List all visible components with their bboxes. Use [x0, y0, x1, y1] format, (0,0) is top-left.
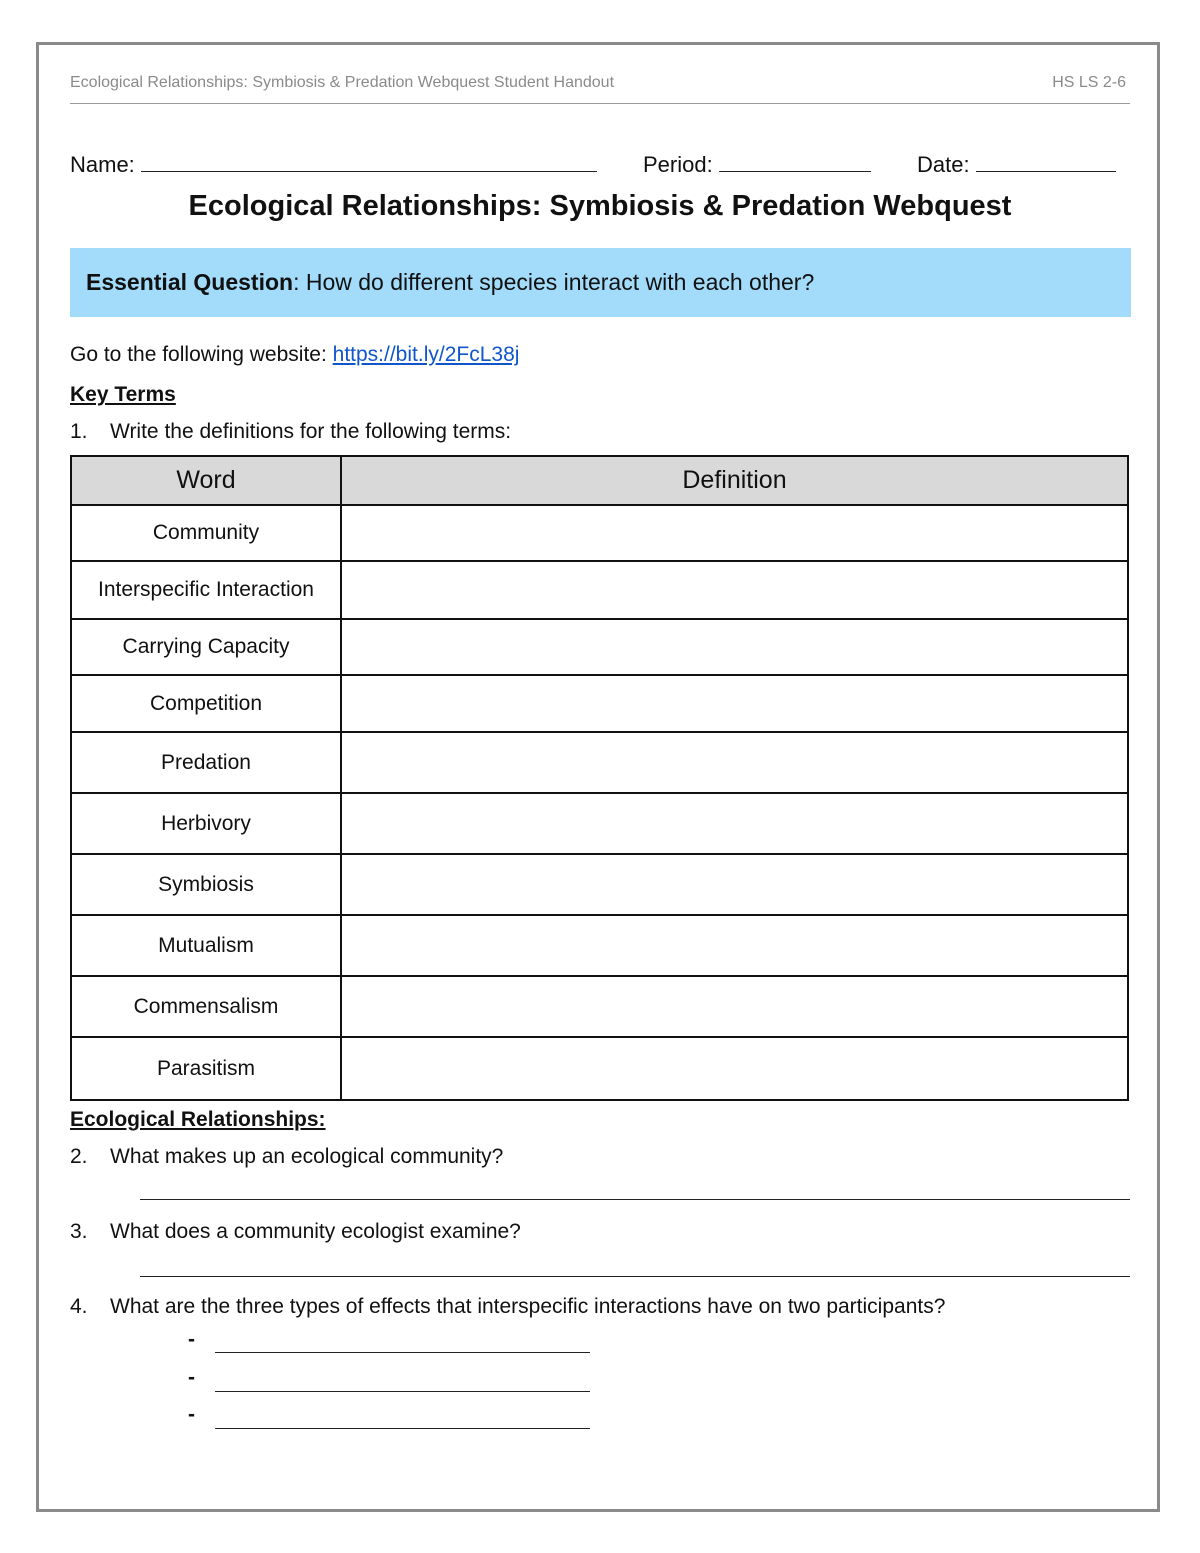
header-standard: HS LS 2-6	[1052, 74, 1126, 91]
definition-cell[interactable]	[341, 561, 1128, 619]
question-3	[70, 1220, 521, 1244]
table-row	[71, 915, 1128, 976]
question-4	[70, 1295, 945, 1319]
question-text: What are the three types of effects that interspecific interactions have on two participants?	[110, 1295, 946, 1318]
website-prefix: Go to the following website:	[70, 343, 333, 366]
column-header-definition: Definition	[341, 456, 1128, 505]
question-1	[70, 420, 511, 444]
table-row	[71, 732, 1128, 793]
date-label: Date:	[917, 152, 970, 177]
question-text: What does a community ecologist examine?	[110, 1220, 521, 1243]
ecological-relationships-heading: Ecological Relationships:	[70, 1108, 326, 1131]
essential-question-box	[70, 248, 1131, 317]
definition-cell[interactable]	[341, 854, 1128, 915]
question-number: 4.	[70, 1295, 88, 1318]
header-doc-title: Ecological Relationships: Symbiosis & Predation Webquest Student Handout	[70, 74, 615, 91]
definition-cell[interactable]	[341, 793, 1128, 854]
definition-cell[interactable]	[341, 915, 1128, 976]
page-title: Ecological Relationships: Symbiosis & Predation Webquest	[188, 190, 1012, 222]
period-line[interactable]	[719, 153, 871, 172]
period-label: Period:	[643, 152, 713, 177]
name-field[interactable]	[70, 152, 597, 178]
term-cell: Community	[71, 505, 341, 561]
name-label: Name:	[70, 152, 135, 177]
term-cell: Symbiosis	[71, 854, 341, 915]
question-number: 1.	[70, 420, 88, 443]
definition-cell[interactable]	[341, 619, 1128, 675]
question-text: Write the definitions for the following terms:	[110, 420, 512, 443]
question-number: 2.	[70, 1145, 88, 1168]
question-number: 3.	[70, 1220, 88, 1243]
bullet-dash: -	[188, 1328, 195, 1351]
essential-question-text: : How do different species interact with each other?	[293, 269, 815, 295]
question-text: What makes up an ecological community?	[110, 1145, 504, 1168]
definition-cell[interactable]	[341, 505, 1128, 561]
answer-line[interactable]	[215, 1352, 590, 1353]
answer-line[interactable]	[140, 1276, 1130, 1277]
definition-cell[interactable]	[341, 976, 1128, 1037]
period-field[interactable]	[643, 152, 871, 178]
definition-cell[interactable]	[341, 732, 1128, 793]
table-row	[71, 619, 1128, 675]
table-row	[71, 505, 1128, 561]
question-2	[70, 1145, 503, 1169]
key-terms-heading: Key Terms	[70, 383, 176, 406]
term-cell: Herbivory	[71, 793, 341, 854]
table-row	[71, 854, 1128, 915]
table-row	[71, 976, 1128, 1037]
answer-line[interactable]	[215, 1428, 590, 1429]
term-cell: Predation	[71, 732, 341, 793]
term-cell: Carrying Capacity	[71, 619, 341, 675]
table-row	[71, 675, 1128, 732]
bullet-dash: -	[188, 1403, 195, 1426]
term-cell: Competition	[71, 675, 341, 732]
essential-question-label: Essential Question	[86, 269, 294, 295]
table-row	[71, 561, 1128, 619]
definitions-table	[70, 455, 1129, 1101]
bullet-dash: -	[188, 1366, 195, 1389]
table-row	[71, 1037, 1128, 1100]
name-line[interactable]	[141, 153, 597, 172]
date-field[interactable]	[917, 152, 1116, 178]
definition-cell[interactable]	[341, 1037, 1128, 1100]
term-cell: Parasitism	[71, 1037, 341, 1100]
answer-line[interactable]	[215, 1391, 590, 1392]
term-cell: Interspecific Interaction	[71, 561, 341, 619]
header-divider	[70, 103, 1130, 104]
website-instruction	[70, 343, 519, 367]
date-line[interactable]	[976, 153, 1116, 172]
definition-cell[interactable]	[341, 675, 1128, 732]
term-cell: Mutualism	[71, 915, 341, 976]
table-row	[71, 793, 1128, 854]
website-link[interactable]: https://bit.ly/2FcL38j	[332, 343, 520, 366]
answer-line[interactable]	[140, 1199, 1130, 1200]
column-header-word: Word	[71, 456, 341, 505]
term-cell: Commensalism	[71, 976, 341, 1037]
